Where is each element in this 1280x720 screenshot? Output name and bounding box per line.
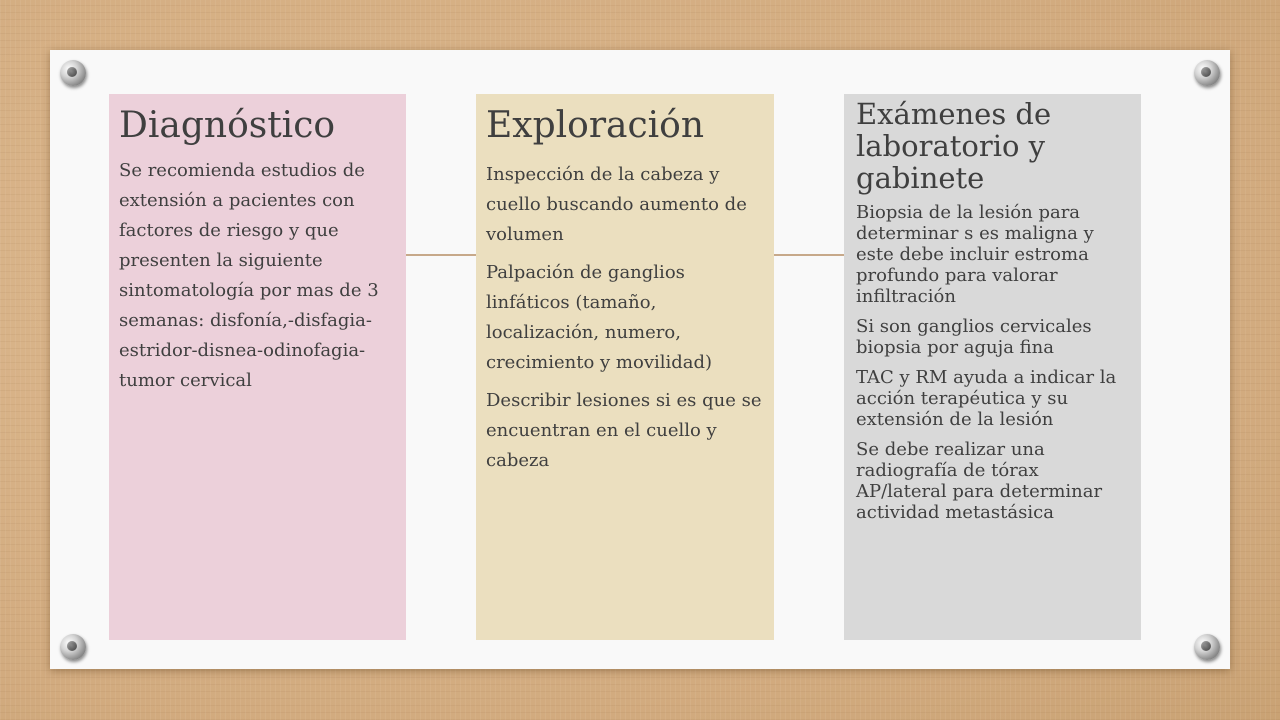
column-paragraph: TAC y RM ayuda a indicar la acción terapéutica y su extensión de la lesión <box>856 367 1117 430</box>
connector-line <box>406 254 476 256</box>
pushpin-icon <box>60 634 86 660</box>
exploracion-column <box>476 94 774 640</box>
column-paragraph: Inspección de la cabeza y cuello buscando aumento de volumen <box>486 164 747 245</box>
column-paragraph: Palpación de ganglios linfáticos (tamaño, localización, numero, crecimiento y movilidad) <box>486 262 713 373</box>
pushpin-icon <box>1194 634 1220 660</box>
column-paragraph: Si son ganglios cervicales biopsia por aguja fina <box>856 316 1092 358</box>
examenes-column <box>844 94 1141 640</box>
pushpin-icon <box>1194 60 1220 86</box>
column-title: Exploración <box>486 105 705 146</box>
column-paragraph: Se debe realizar una radiografía de tórax AP/lateral para determinar actividad metastásica <box>856 439 1103 523</box>
column-paragraph: Se recomienda estudios de extensión a pacientes con factores de riesgo y que presenten la siguiente sintomatología por mas de 3 semanas: disfonía,-disfagia-estridor-disnea-odinofagia-tumor cervical <box>119 160 379 391</box>
column-paragraph: Biopsia de la lesión para determinar s es maligna y este debe incluir estroma profundo para valorar infiltración <box>856 202 1094 307</box>
pushpin-icon <box>60 60 86 86</box>
column-paragraph: Describir lesiones si es que se encuentran en el cuello y cabeza <box>486 390 762 471</box>
column-title: Diagnóstico <box>119 105 336 146</box>
column-title: Exámenes de laboratorio y gabinete <box>856 97 1052 195</box>
connector-line <box>774 254 844 256</box>
diagnostico-column <box>109 94 406 640</box>
